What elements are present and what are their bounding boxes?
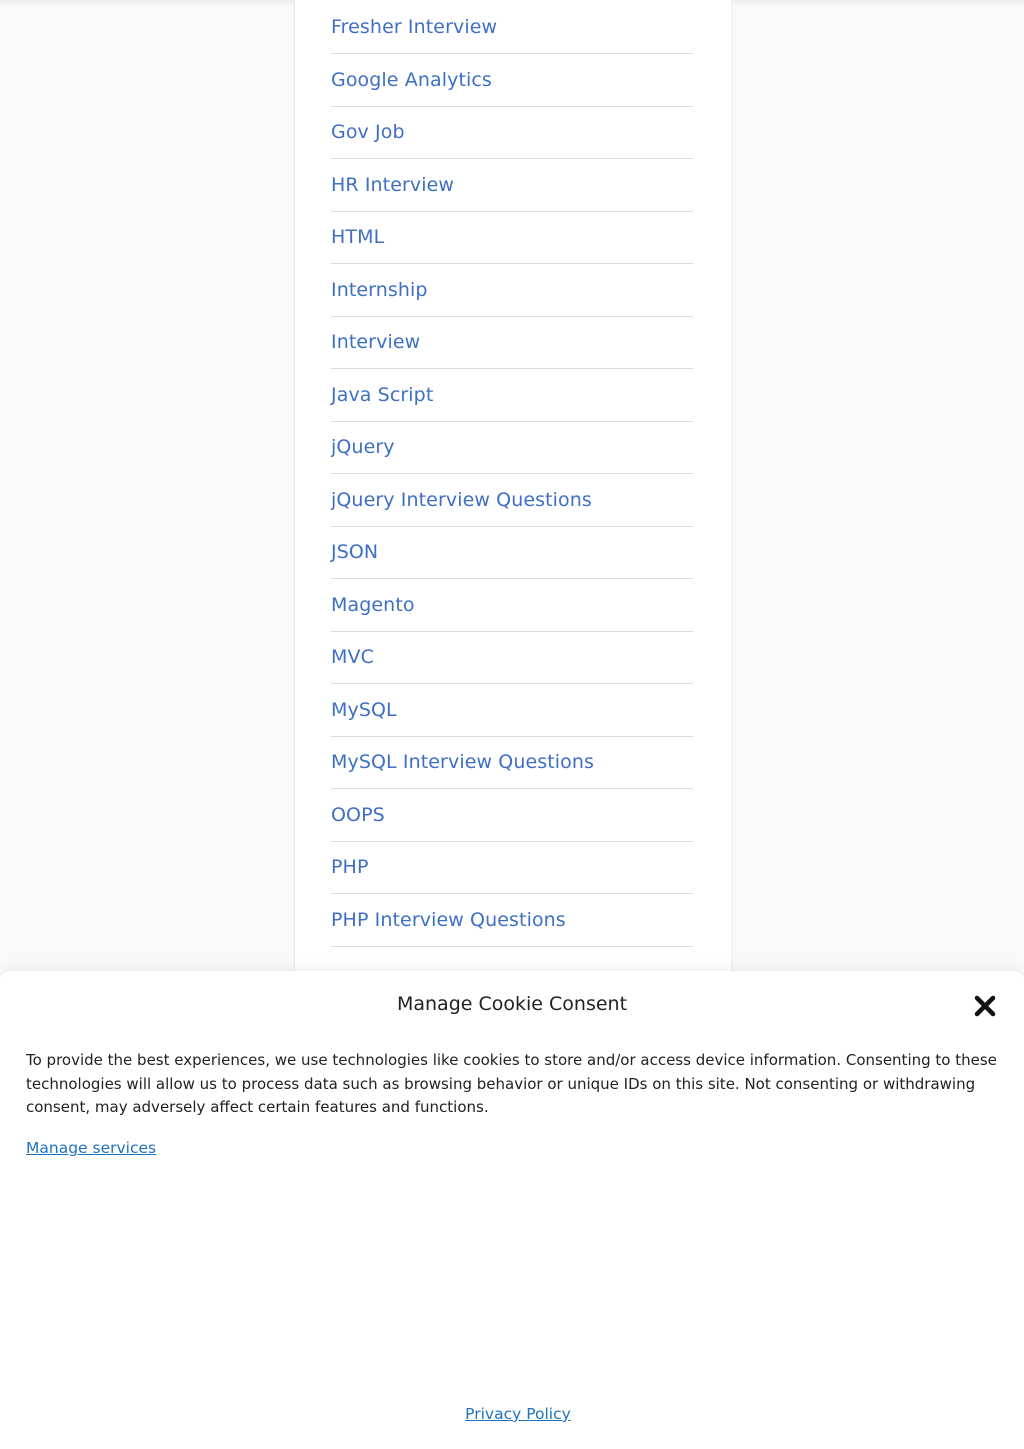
list-item [331,264,693,317]
category-link[interactable]: Gov Job [331,121,405,144]
privacy-policy-link[interactable]: Privacy Policy [465,1405,571,1423]
list-item [331,684,693,737]
category-link[interactable]: JSON [331,541,379,564]
list-item [331,632,693,685]
category-link[interactable]: PHP Interview Questions [331,908,566,931]
category-link[interactable]: Fresher Interview [331,15,498,38]
list-item [331,422,693,475]
cookie-description: To provide the best experiences, we use technologies like cookies to store and/or access device information. Consenting to these technologies will allow us to process data such as browsing behavior or unique IDs on this site. Not consenting or withdrawing consent, may adversely affect certain features and functions. [26,1051,997,1116]
category-link[interactable]: MySQL [331,698,397,721]
list-item [331,842,693,895]
close-icon [972,993,998,1019]
category-link[interactable]: Google Analytics [331,68,492,91]
cookie-banner-title: Manage Cookie Consent [396,993,628,1015]
category-link[interactable]: Internship [331,278,428,301]
list-item [331,0,693,54]
list-item [331,369,693,422]
category-link[interactable]: jQuery Interview Questions [331,488,592,511]
list-item [331,54,693,107]
category-link[interactable]: jQuery [331,436,395,459]
category-link[interactable]: PHP [331,856,369,879]
close-button[interactable] [972,993,998,1019]
cookie-consent-banner [0,971,1024,1449]
list-item [331,159,693,212]
category-link[interactable]: HTML [331,226,385,249]
category-link[interactable]: MySQL Interview Questions [331,751,595,774]
category-link[interactable]: MVC [331,646,374,669]
list-item [331,107,693,160]
list-item [331,474,693,527]
category-link[interactable]: Java Script [331,383,434,406]
list-item [331,737,693,790]
category-link[interactable]: OOPS [331,803,385,826]
category-list [331,0,693,947]
list-item [331,579,693,632]
privacy-policy-container [0,1405,1024,1423]
list-item [331,789,693,842]
manage-services-link[interactable]: Manage services [26,1139,157,1157]
list-item [331,527,693,580]
category-link[interactable]: Magento [331,593,415,616]
list-item [331,894,693,947]
list-item [331,317,693,370]
list-item [331,212,693,265]
category-link[interactable]: HR Interview [331,173,455,196]
category-link[interactable]: Interview [331,331,421,354]
